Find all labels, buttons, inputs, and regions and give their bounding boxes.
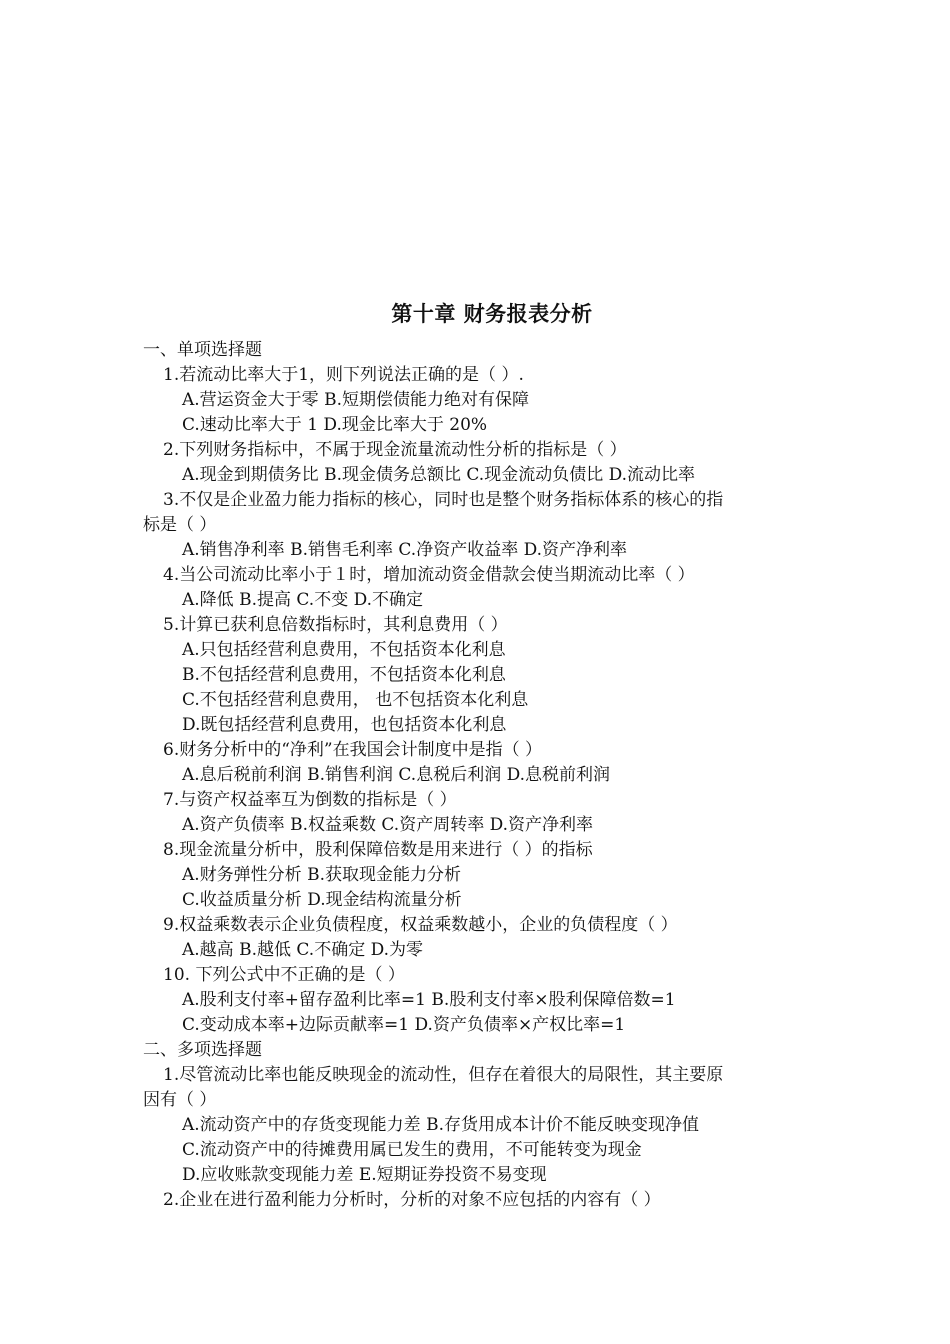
section-heading: 二、多项选择题 (143, 1040, 262, 1060)
answer-options: A.越高 B.越低 C.不确定 D.为零 (182, 940, 424, 960)
chapter-title: 第十章 财务报表分析 (391, 301, 593, 326)
question-text: 1.尽管流动比率也能反映现金的流动性，但存在着很大的局限性，其主要原 (163, 1065, 724, 1085)
question-text-continued: 标是（ ） (143, 515, 217, 535)
question-text-continued: 因有（ ） (143, 1090, 217, 1110)
question-text: 2.企业在进行盈利能力分析时，分析的对象不应包括的内容有（ ） (163, 1190, 661, 1210)
answer-options: A.财务弹性分析 B.获取现金能力分析 (182, 865, 461, 885)
answer-options: A.流动资产中的存货变现能力差 B.存货用成本计价不能反映变现净值 (182, 1115, 699, 1135)
answer-options: C.收益质量分析 D.现金结构流量分析 (182, 890, 462, 910)
question-text: 5.计算已获利息倍数指标时，其利息费用（ ） (163, 615, 508, 635)
answer-options: A.销售净利率 B.销售毛利率 C.净资产收益率 D.资产净利率 (182, 540, 628, 560)
answer-options: A.现金到期债务比 B.现金债务总额比 C.现金流动负债比 D.流动比率 (182, 465, 696, 485)
answer-options: A.资产负债率 B.权益乘数 C.资产周转率 D.资产净利率 (182, 815, 594, 835)
answer-options: A.息后税前利润 B.销售利润 C.息税后利润 D.息税前利润 (182, 765, 611, 785)
question-text: 8.现金流量分析中，股利保障倍数是用来进行（ ）的指标 (163, 840, 593, 860)
question-text: 3.不仅是企业盈力能力指标的核心，同时也是整个财务指标体系的核心的指 (163, 490, 724, 510)
answer-options: C.变动成本率+边际贡献率=1 D.资产负债率×产权比率=1 (182, 1015, 626, 1035)
answer-options: A.股利支付率+留存盈利比率=1 B.股利支付率×股利保障倍数=1 (182, 990, 676, 1010)
question-list (143, 338, 813, 1213)
answer-options: A.只包括经营利息费用，不包括资本化利息 (182, 640, 506, 660)
question-text: 4.当公司流动比率小于１时，增加流动资金借款会使当期流动比率（ ） (163, 565, 695, 585)
question-text: 6.财务分析中的“净利”在我国会计制度中是指（ ） (163, 740, 543, 760)
section-heading: 一、单项选择题 (143, 340, 262, 360)
answer-options: C.速动比率大于 1 D.现金比率大于 20% (182, 415, 488, 435)
question-text: 2.下列财务指标中，不属于现金流量流动性分析的指标是（ ） (163, 440, 627, 460)
answer-options: A.降低 B.提高 C.不变 D.不确定 (182, 590, 424, 610)
answer-options: A.营运资金大于零 B.短期偿债能力绝对有保障 (182, 390, 529, 410)
answer-options: C.不包括经营利息费用， 也不包括资本化利息 (182, 690, 529, 710)
question-text: 7.与资产权益率互为倒数的指标是（ ） (163, 790, 457, 810)
answer-options: B.不包括经营利息费用，不包括资本化利息 (182, 665, 506, 685)
question-text: 10. 下列公式中不正确的是（ ） (163, 965, 405, 985)
answer-options: C.流动资产中的待摊费用属已发生的费用，不可能转变为现金 (182, 1140, 642, 1160)
answer-options: D.应收账款变现能力差 E.短期证券投资不易变现 (182, 1165, 547, 1185)
question-text: 1.若流动比率大于1，则下列说法正确的是（ ）. (163, 365, 524, 385)
answer-options: D.既包括经营利息费用，也包括资本化利息 (182, 715, 507, 735)
question-text: 9.权益乘数表示企业负债程度，权益乘数越小，企业的负债程度（ ） (163, 915, 678, 935)
